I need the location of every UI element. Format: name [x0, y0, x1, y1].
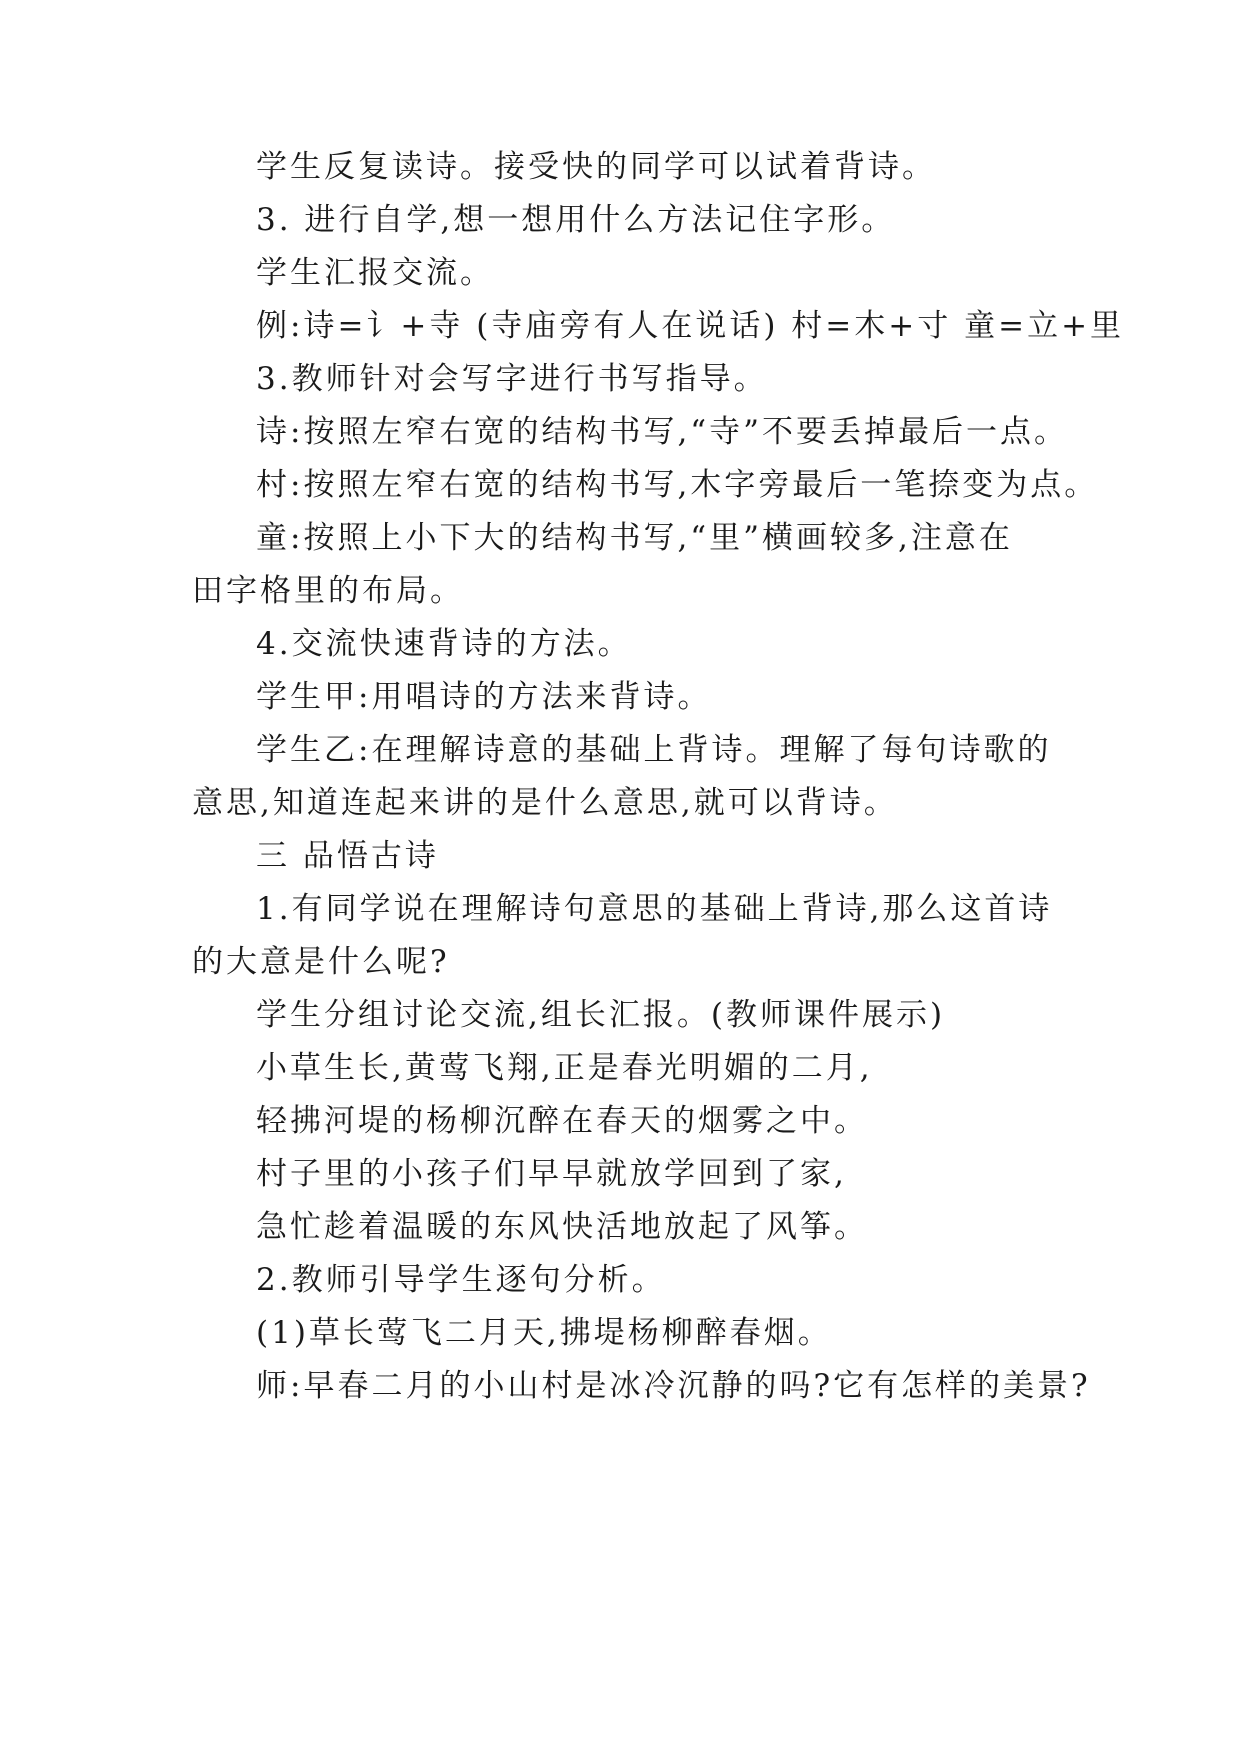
text-line-9: 田字格里的布局。: [192, 573, 464, 609]
text-line-5: 3.教师针对会写字进行书写指导。: [256, 361, 768, 397]
text-line-10: 4.交流快速背诗的方法。: [256, 626, 632, 662]
text-line-20: 村子里的小孩子们早早就放学回到了家,: [256, 1156, 847, 1192]
text-line-15: 1.有同学说在理解诗句意思的基础上背诗,那么这首诗: [256, 891, 1053, 927]
text-line-2: 3. 进行自学,想一想用什么方法记住字形。: [256, 202, 896, 238]
text-line-24: 师:早春二月的小山村是冰冷沉静的吗?它有怎样的美景?: [256, 1368, 1091, 1404]
text-line-6: 诗:按照左窄右宽的结构书写,“寺”不要丢掉最后一点。: [256, 414, 1068, 450]
text-line-13: 意思,知道连起来讲的是什么意思,就可以背诗。: [192, 785, 898, 821]
text-line-12: 学生乙:在理解诗意的基础上背诗。理解了每句诗歌的: [256, 732, 1052, 768]
text-line-8: 童:按照上小下大的结构书写,“里”横画较多,注意在: [256, 520, 1013, 556]
text-line-17: 学生分组讨论交流,组长汇报。(教师课件展示): [256, 997, 946, 1033]
text-line-11: 学生甲:用唱诗的方法来背诗。: [256, 679, 712, 715]
text-line-3: 学生汇报交流。: [256, 255, 494, 291]
section-heading: 三 品悟古诗: [256, 838, 439, 874]
text-line-21: 急忙趁着温暖的东风快活地放起了风筝。: [256, 1209, 868, 1245]
text-line-7: 村:按照左窄右宽的结构书写,木字旁最后一笔捺变为点。: [256, 467, 1099, 503]
text-line-18: 小草生长,黄莺飞翔,正是春光明媚的二月,: [256, 1050, 873, 1086]
text-line-4: 例:诗=讠+寺 (寺庙旁有人在说话) 村=木+寸 童=立+里: [256, 308, 1125, 344]
text-line-1: 学生反复读诗。接受快的同学可以试着背诗。: [256, 149, 936, 185]
text-line-19: 轻拂河堤的杨柳沉醉在春天的烟雾之中。: [256, 1103, 868, 1139]
text-line-16: 的大意是什么呢?: [192, 944, 450, 980]
text-line-23: (1)草长莺飞二月天,拂堤杨柳醉春烟。: [256, 1315, 832, 1351]
text-line-22: 2.教师引导学生逐句分析。: [256, 1262, 666, 1298]
